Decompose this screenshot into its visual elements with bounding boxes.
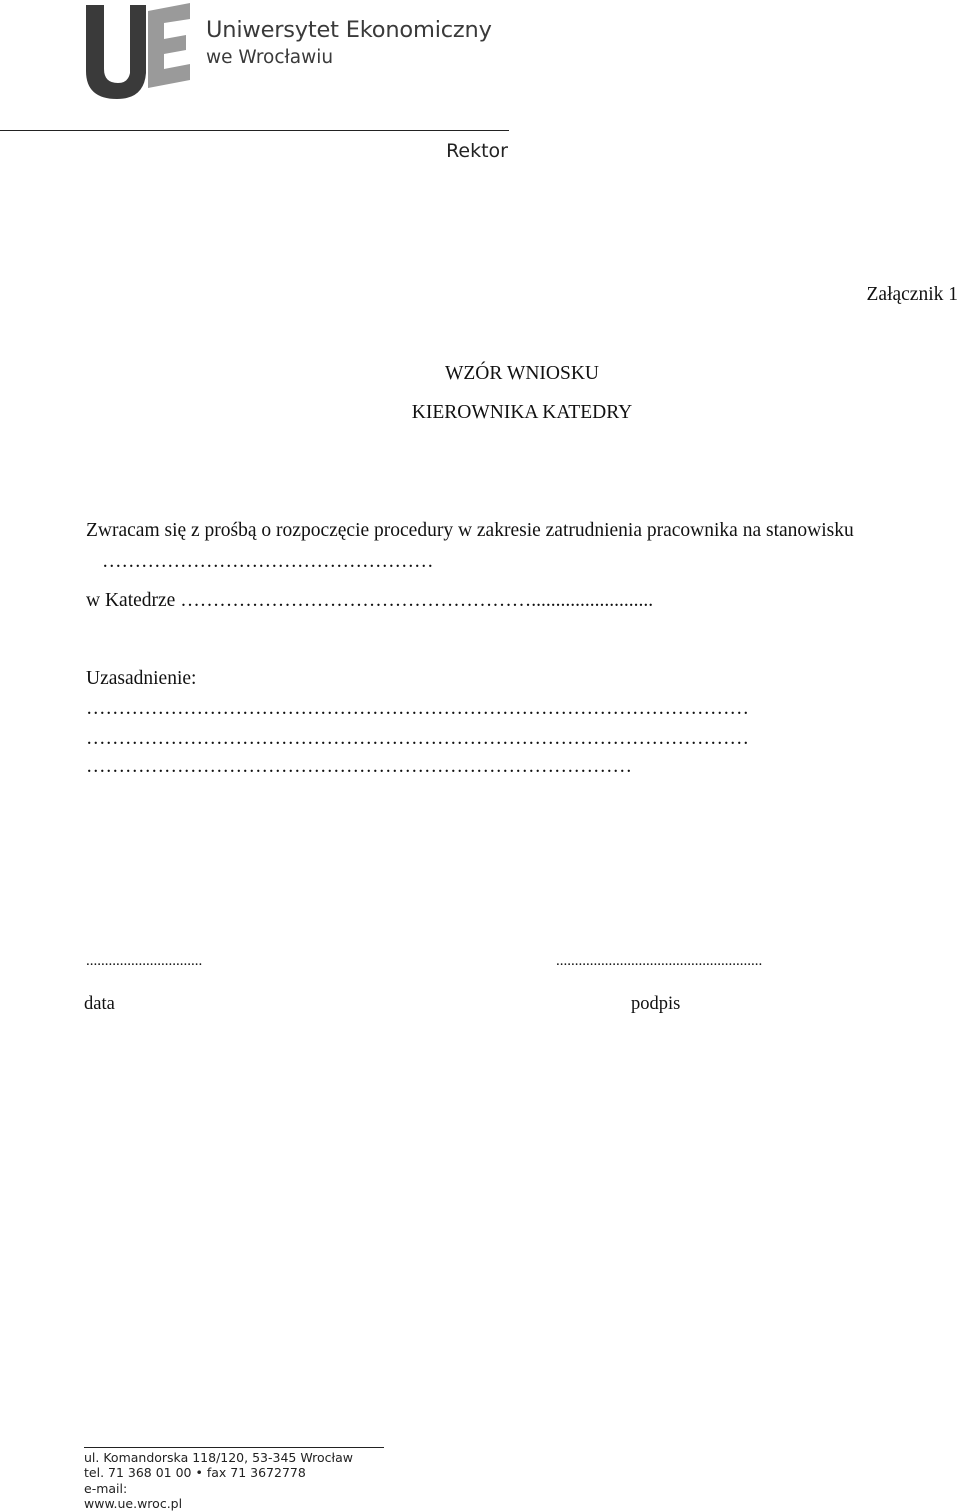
document-title-line1: WZÓR WNIOSKU <box>444 363 599 384</box>
annex-label: Załącznik 1 <box>866 284 958 305</box>
date-label: data <box>84 994 115 1014</box>
department-line[interactable]: w Katedrze ………………………………………………......................... <box>86 590 654 611</box>
justification-line[interactable]: ………………………………………………………………………………………… <box>86 728 749 749</box>
footer-contact <box>84 1450 353 1511</box>
position-blank[interactable]: …………………………………………… <box>102 551 434 572</box>
university-logo <box>84 3 524 99</box>
header-role: Rektor <box>446 140 508 162</box>
institution-name-line1: Uniwersytet Ekonomiczny <box>206 17 492 43</box>
footer-email: e-mail: <box>84 1480 128 1496</box>
header-divider <box>0 130 509 131</box>
footer-address: ul. Komandorska 118/120, 53-345 Wrocław <box>84 1450 353 1465</box>
footer-phone-fax: tel. 71 368 01 00 • fax 71 3672778 <box>84 1465 306 1481</box>
footer-divider <box>84 1447 384 1448</box>
footer-website[interactable]: www.ue.wroc.pl <box>84 1495 183 1511</box>
date-blank[interactable]: ............................... <box>86 953 203 969</box>
request-text: Zwracam się z prośbą o rozpoczęcie procedury w zakresie zatrudnienia pracownika na stanowisku <box>86 520 854 541</box>
justification-line[interactable]: ………………………………………………………………………… <box>86 756 632 777</box>
signature-label: podpis <box>631 994 681 1014</box>
document-title-line2: KIEROWNIKA KATEDRY <box>411 402 633 423</box>
ue-logo-mark <box>84 3 192 99</box>
institution-name-line2: we Wrocławiu <box>206 47 334 68</box>
justification-label: Uzasadnienie: <box>86 668 197 689</box>
justification-line[interactable]: ………………………………………………………………………………………… <box>86 698 749 719</box>
signature-blank[interactable]: ....................................................... <box>556 953 763 969</box>
